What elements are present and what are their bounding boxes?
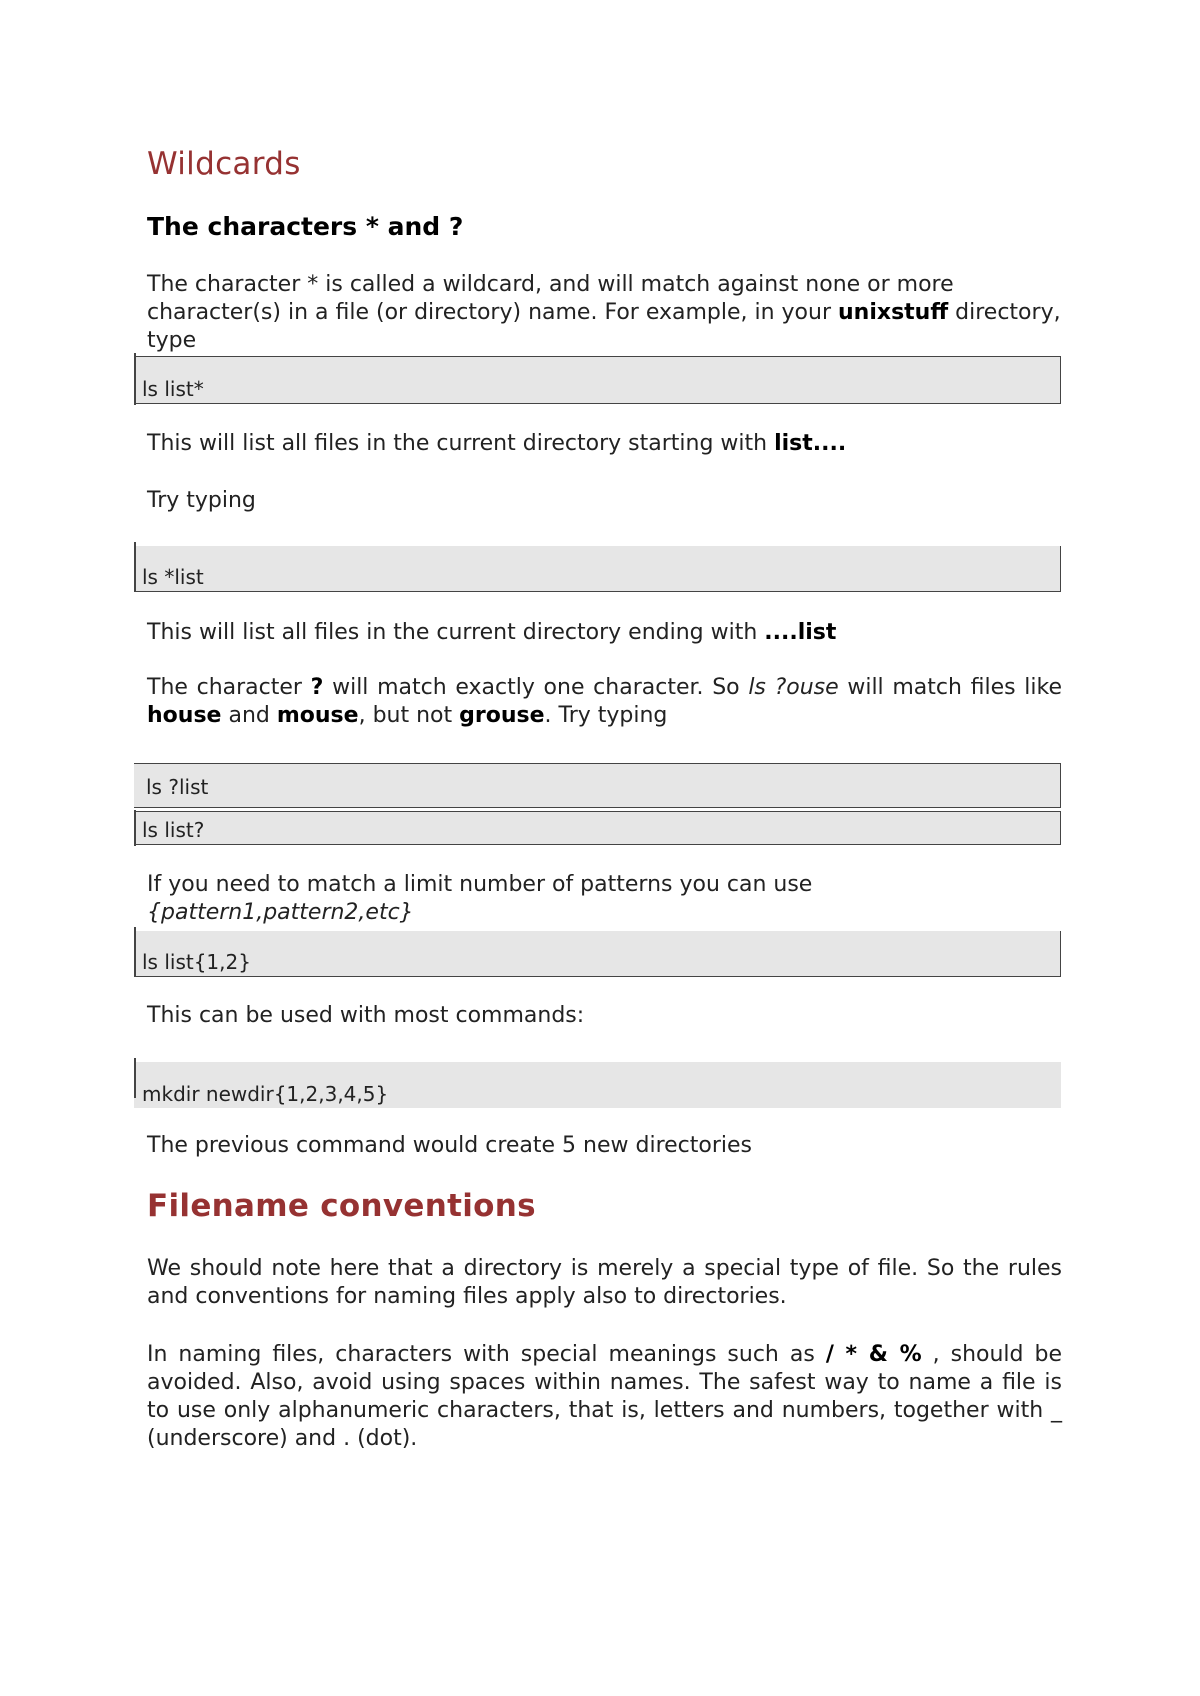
box-edge	[134, 542, 136, 592]
text: , but not	[358, 703, 460, 728]
command-box-ls-star-list	[134, 546, 1061, 592]
text: , should be avoided. Also, avoid using spaces within names. The safest way to name a file is to use only alphanumeric characters, that is, letters and numbers, together with _ (underscore) and . (dot).	[147, 1342, 1063, 1451]
section-title-filename-conventions: Filename conventions	[147, 1188, 536, 1224]
bold-term: grouse	[459, 703, 545, 728]
paragraph-try-typing: Try typing	[147, 488, 256, 513]
subtitle-characters: The characters * and ?	[147, 212, 464, 241]
bold-term: house	[147, 703, 222, 728]
box-edge	[134, 810, 136, 846]
text: The character	[147, 675, 311, 700]
command-text: ls list?	[142, 818, 205, 842]
box-edge	[134, 353, 136, 405]
text: This will list all files in the current directory starting with	[147, 431, 775, 456]
paragraph-directory-note: We should note here that a directory is merely a special type of file. So the rules and conventions for naming files apply also to directories.	[147, 1256, 1062, 1309]
command-box-ls-list-question	[134, 811, 1061, 845]
text: and	[221, 703, 277, 728]
bold-term: mouse	[276, 703, 359, 728]
paragraph-naming-rules	[147, 1341, 1062, 1453]
paragraph-question-wildcard	[147, 674, 1062, 730]
command-text: ls list*	[142, 377, 204, 401]
text: This will list all files in the current directory ending with	[147, 620, 765, 645]
section-title-wildcards: Wildcards	[147, 146, 301, 182]
command-box-ls-list-braces	[134, 931, 1061, 977]
command-text: ls ?list	[146, 775, 209, 799]
command-text: mkdir newdir{1,2,3,4,5}	[142, 1082, 389, 1106]
italic-term: {pattern1,pattern2,etc}	[147, 900, 414, 925]
command-text: ls list{1,2}	[142, 950, 251, 974]
command-box-ls-question-list	[134, 763, 1061, 808]
command-box-ls-list-star	[134, 356, 1061, 404]
paragraph-list-ending	[147, 619, 1062, 647]
box-edge	[134, 1058, 136, 1098]
paragraph-create-directories: The previous command would create 5 new directories	[147, 1133, 753, 1158]
text: If you need to match a limit number of patterns you can use	[147, 872, 813, 897]
bold-term: list....	[774, 431, 847, 456]
text: will match exactly one character. So	[323, 675, 749, 700]
text: . Try typing	[544, 703, 668, 728]
paragraph-wildcard-intro	[147, 271, 1062, 355]
paragraph-list-starting	[147, 430, 1062, 458]
text: The character * is called a wildcard, and will match against none or more character(s) in a file (or directory) name. For example, in your	[147, 272, 954, 325]
command-text: ls *list	[142, 565, 204, 589]
bold-term: ?	[310, 675, 324, 700]
italic-term: ls ?ouse	[748, 675, 839, 700]
bold-term: / * & %	[825, 1342, 922, 1367]
bold-term: ....list	[764, 620, 837, 645]
paragraph-most-commands: This can be used with most commands:	[147, 1003, 585, 1028]
paragraph-pattern-braces	[147, 871, 1062, 927]
text: directory, type	[147, 300, 1061, 353]
box-edge	[134, 927, 136, 977]
text: In naming files, characters with special meanings such as	[147, 1342, 826, 1367]
bold-term: unixstuff	[838, 300, 949, 325]
text: will match files like	[838, 675, 1062, 700]
command-box-mkdir	[134, 1062, 1061, 1108]
